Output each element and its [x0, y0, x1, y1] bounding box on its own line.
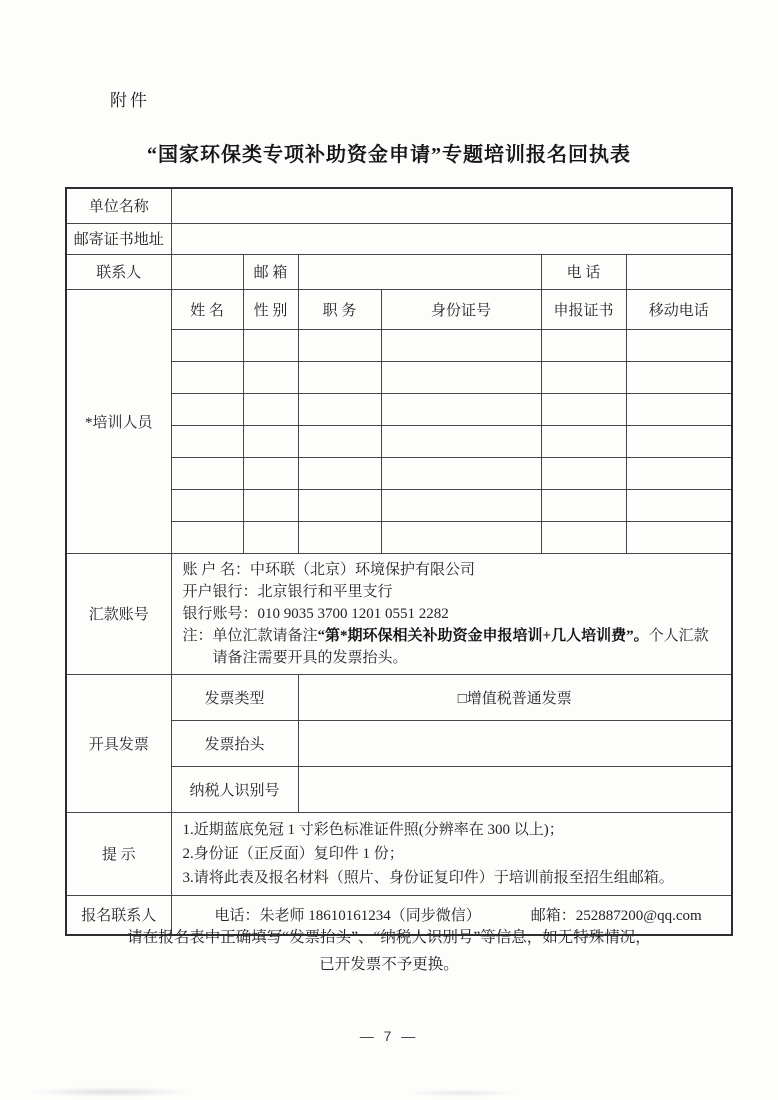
- trainee-cell: [541, 521, 626, 553]
- registration-contact-label: 报名联系人: [66, 895, 171, 935]
- trainee-cell: [541, 361, 626, 393]
- checkbox-icon: □: [457, 690, 467, 707]
- trainee-cell: [171, 521, 243, 553]
- footer-note-line1: 请在报名表中正确填写“发票抬头”、“纳税人识别号”等信息，如无特殊情况，: [127, 929, 651, 946]
- scan-smudge: [28, 1087, 193, 1097]
- remittance-note-prefix: 注：单位汇款请备注: [182, 627, 318, 644]
- trainee-cell: [298, 457, 381, 489]
- remittance-bank: 开户银行：北京银行和平里支行: [182, 583, 393, 600]
- trainee-cell: [171, 393, 243, 425]
- trainee-col-position: 职 务: [298, 289, 381, 329]
- trainee-cell: [298, 361, 381, 393]
- trainee-cell: [171, 489, 243, 521]
- trainee-cell: [626, 329, 732, 361]
- scan-smudge: [405, 1089, 520, 1097]
- unit-name-label: 单位名称: [66, 188, 171, 223]
- trainee-col-certificate: 申报证书: [541, 289, 626, 329]
- trainees-label: *培训人员: [66, 289, 171, 553]
- contact-row: [66, 254, 732, 289]
- trainee-cell: [381, 457, 541, 489]
- registration-form-table: [65, 187, 733, 936]
- trainee-cell: [243, 457, 298, 489]
- trainee-cell: [626, 425, 732, 457]
- trainee-cell: [541, 489, 626, 521]
- invoice-type-row: [66, 674, 732, 720]
- trainee-cell: [541, 329, 626, 361]
- trainee-cell: [626, 393, 732, 425]
- trainee-cell: [626, 361, 732, 393]
- trainee-cell: [381, 425, 541, 457]
- mailing-address-field: [171, 223, 732, 254]
- attachment-label: 附件: [110, 91, 150, 110]
- invoice-label: 开具发票: [66, 674, 171, 812]
- taxpayer-id-field: [298, 766, 732, 812]
- mailing-address-row: [66, 223, 732, 254]
- trainee-cell: [298, 425, 381, 457]
- tip-item-2: 2.身份证（正反面）复印件 1 份；: [182, 845, 404, 862]
- trainee-cell: [243, 361, 298, 393]
- trainee-cell: [171, 457, 243, 489]
- trainee-cell: [381, 329, 541, 361]
- mailing-address-label: 邮寄证书地址: [66, 223, 171, 254]
- trainee-cell: [541, 457, 626, 489]
- email-field: [298, 254, 541, 289]
- trainee-cell: [171, 425, 243, 457]
- registration-contact-phone: 电话：朱老师 18610161234（同步微信）: [214, 908, 481, 925]
- remittance-note-bold: “第*期环保相关补助资金申报培训+几人培训费”。: [317, 627, 649, 644]
- trainee-cell: [381, 393, 541, 425]
- phone-label: 电 话: [541, 254, 626, 289]
- trainee-cell: [626, 457, 732, 489]
- phone-field: [626, 254, 732, 289]
- tip-item-1: 1.近期蓝底免冠 1 寸彩色标准证件照(分辨率在 300 以上)；: [182, 821, 564, 838]
- footer-note: [0, 924, 778, 978]
- remittance-account-name: 账 户 名：中环联（北京）环境保护有限公司: [182, 561, 476, 578]
- tip-item-3: 3.请将此表及报名材料（照片、身份证复印件）于培训前报至招生组邮箱。: [182, 869, 674, 886]
- trainee-cell: [541, 425, 626, 457]
- unit-name-row: [66, 188, 732, 223]
- trainee-cell: [381, 521, 541, 553]
- trainee-cell: [243, 489, 298, 521]
- page-title: “国家环保类专项补助资金申请”专题培训报名回执表: [147, 144, 631, 166]
- invoice-title-field: [298, 720, 732, 766]
- remittance-account-number: 银行账号：010 9035 3700 1201 0551 2282: [182, 605, 449, 622]
- invoice-type-text: 增值税普通发票: [466, 690, 572, 707]
- tips-label: 提 示: [66, 812, 171, 895]
- unit-name-field: [171, 188, 732, 223]
- trainee-cell: [243, 393, 298, 425]
- invoice-type-label: 发票类型: [171, 674, 298, 720]
- tips-content: [171, 812, 732, 895]
- remittance-row: [66, 553, 732, 674]
- trainee-cell: [626, 489, 732, 521]
- page-number: — 7 —: [359, 1028, 419, 1044]
- trainee-col-idnumber: 身份证号: [381, 289, 541, 329]
- tips-row: [66, 812, 732, 895]
- footer-note-line2: 已开发票不予更换。: [319, 956, 459, 973]
- contact-label: 联系人: [66, 254, 171, 289]
- trainee-cell: [298, 393, 381, 425]
- trainee-cell: [298, 329, 381, 361]
- trainee-cell: [298, 489, 381, 521]
- email-label: 邮 箱: [243, 254, 298, 289]
- trainee-cell: [381, 361, 541, 393]
- trainee-cell: [243, 425, 298, 457]
- remittance-note: [183, 625, 724, 669]
- invoice-title-label: 发票抬头: [171, 720, 298, 766]
- trainee-col-name: 姓 名: [171, 289, 243, 329]
- remittance-label: 汇款账号: [66, 553, 171, 674]
- trainee-cell: [243, 329, 298, 361]
- remittance-details: [171, 553, 732, 674]
- trainee-header-row: [66, 289, 732, 329]
- contact-name-field: [171, 254, 243, 289]
- registration-contact-email: 邮箱：252887200@qq.com: [530, 908, 702, 925]
- remittance-note-suffix: 个人汇款请备注需要开具的发票抬头。: [212, 627, 709, 666]
- trainee-cell: [171, 329, 243, 361]
- taxpayer-id-label: 纳税人识别号: [171, 766, 298, 812]
- trainee-cell: [243, 521, 298, 553]
- invoice-type-value: [298, 674, 732, 720]
- trainee-cell: [298, 521, 381, 553]
- trainee-col-gender: 性 别: [243, 289, 298, 329]
- trainee-cell: [626, 521, 732, 553]
- trainee-col-mobile: 移动电话: [626, 289, 732, 329]
- trainee-cell: [171, 361, 243, 393]
- trainee-cell: [381, 489, 541, 521]
- trainee-cell: [541, 393, 626, 425]
